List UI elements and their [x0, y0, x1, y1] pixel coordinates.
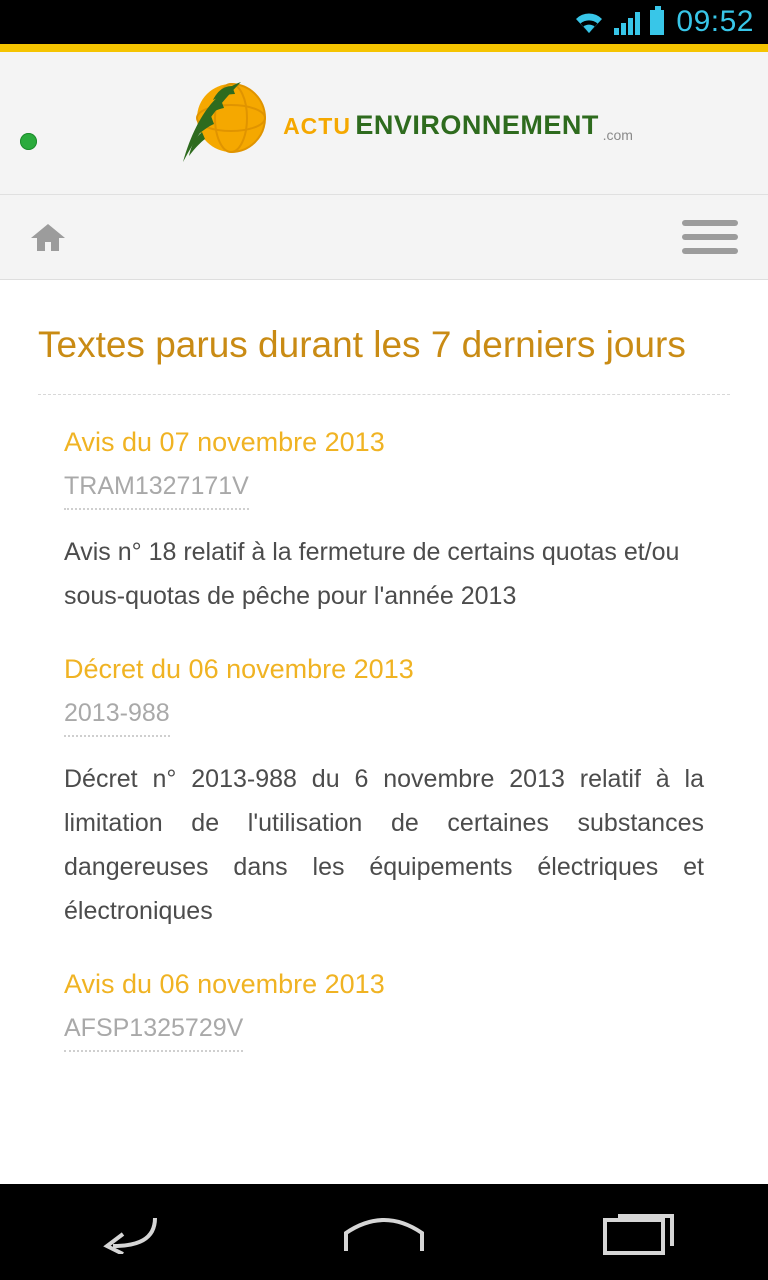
- brand-accent-bar: [0, 44, 768, 52]
- logo-wordmark: [283, 107, 633, 143]
- back-icon[interactable]: [68, 1202, 188, 1262]
- list-item[interactable]: [38, 425, 730, 618]
- home-icon[interactable]: [30, 222, 66, 252]
- article-list-container: [0, 280, 768, 1184]
- wifi-icon: [574, 11, 604, 35]
- entry-description: Avis n° 18 relatif à la fermeture de certains quotas et/ou sous-quotas de pêche pour l'année 2013: [64, 537, 680, 610]
- cell-signal-icon: [614, 11, 640, 35]
- battery-icon: [650, 10, 664, 35]
- home-icon[interactable]: [324, 1202, 444, 1262]
- entry-title[interactable]: Avis du 07 novembre 2013: [64, 426, 385, 457]
- entry-reference: AFSP1325729V: [64, 1014, 243, 1052]
- page-title: Textes parus durant les 7 derniers jours: [38, 322, 730, 395]
- status-indicator-dot: [20, 133, 37, 150]
- logo-actu-text: ACTU: [283, 112, 351, 139]
- site-nav-bar: [0, 195, 768, 280]
- entry-reference: TRAM1327171V: [64, 472, 249, 510]
- site-header: [0, 52, 768, 195]
- status-clock: 09:52: [676, 5, 754, 38]
- entry-title[interactable]: Avis du 06 novembre 2013: [64, 969, 385, 1000]
- entry-description: Décret n° 2013-988 du 6 novembre 2013 relatif à la limitation de l'utilisation de certaines substances dangereuses dans les équipements électriques et électroniques: [64, 765, 704, 926]
- logo-dotcom-text: .com: [602, 126, 633, 143]
- list-item[interactable]: [38, 652, 730, 933]
- list-item[interactable]: [38, 967, 730, 1072]
- android-status-bar: [0, 0, 768, 44]
- status-icons: [574, 10, 664, 35]
- globe-leaf-logo-icon: [169, 76, 277, 170]
- android-navigation-bar: [0, 1184, 768, 1280]
- site-logo[interactable]: [169, 76, 633, 170]
- menu-icon[interactable]: [682, 220, 738, 254]
- entry-title[interactable]: Décret du 06 novembre 2013: [64, 653, 414, 684]
- entry-reference: 2013-988: [64, 699, 170, 737]
- recent-apps-icon[interactable]: [580, 1202, 700, 1262]
- logo-environnement-text: ENVIRONNEMENT: [355, 109, 599, 140]
